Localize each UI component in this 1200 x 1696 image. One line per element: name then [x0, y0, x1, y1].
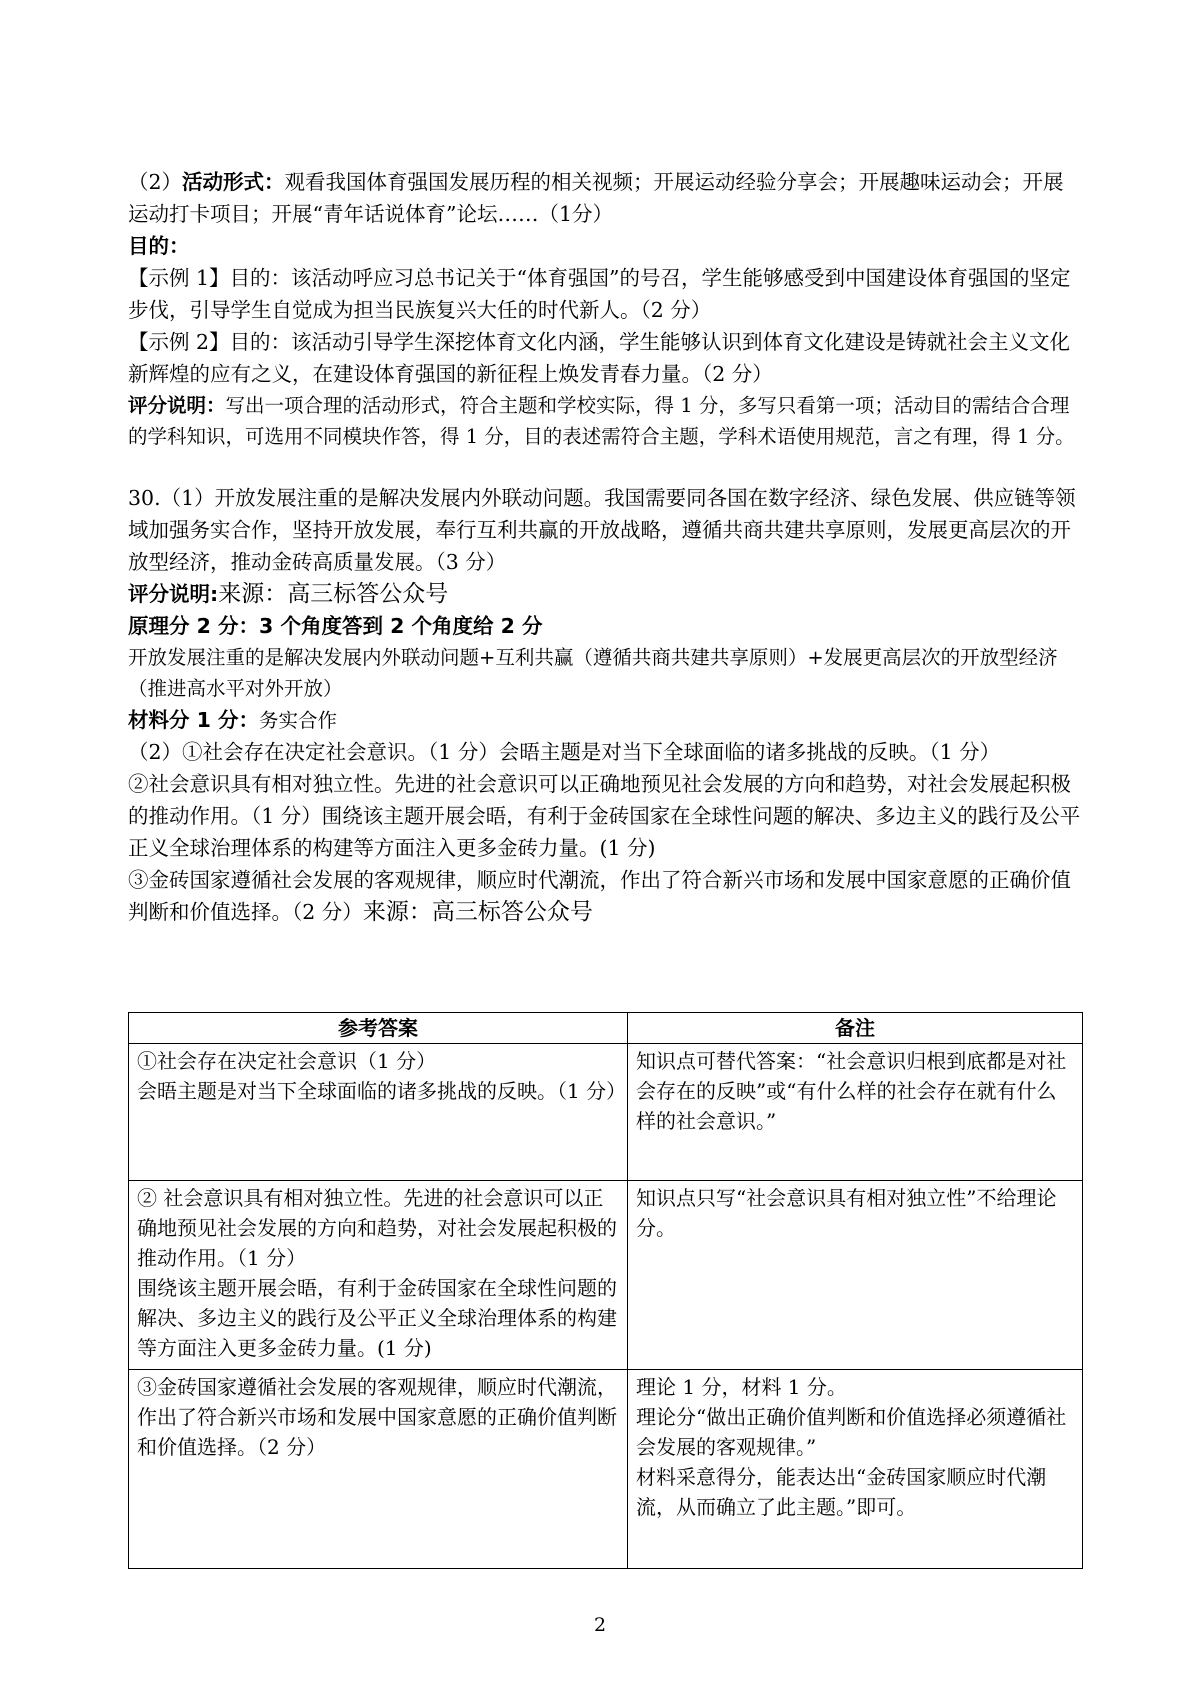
example-1-tag: 【示例 1】	[128, 266, 230, 290]
page-number: 2	[593, 1614, 607, 1636]
q29-part2-number: （2）	[128, 170, 183, 194]
row-3-answer: ③金砖国家遵循社会发展的客观规律，顺应时代潮流，作出了符合新兴市场和发展中国家意愿的正确价值判断和价值选择。（2 分）	[137, 1375, 617, 1459]
purpose-label: 目的：	[128, 234, 190, 258]
material-score-label: 材料分 1 分：	[128, 708, 260, 732]
q30-scoring-line	[128, 578, 1083, 610]
q29-part2-activity	[128, 166, 1083, 230]
document-body	[128, 166, 1083, 928]
material-score-text: 务实合作	[259, 709, 338, 732]
q30-part1: 30.（1）开放发展注重的是解决发展内外联动问题。我国需要同各国在数字经济、绿色发展、供应链等领域加强务实合作，坚持开放发展，奉行互利共赢的开放战略，遵循共商共建共享原则，发展更高层次的开放型经济，推动金砖高质量发展。（3 分）	[128, 486, 1076, 574]
table-cell-note	[628, 1370, 1083, 1569]
q30-part2-c-text: ③金砖国家遵循社会发展的客观规律，顺应时代潮流，作出了符合新兴市场和发展中国家意愿的正确价值判断和价值选择。（2 分）	[128, 868, 1071, 924]
principle-score-label: 原理分 2 分：3 个角度答到 2 个角度给 2 分	[128, 614, 543, 638]
q30-scoring-label: 评分说明:	[128, 582, 219, 606]
row-3-note: 理论 1 分，材料 1 分。 理论分“做出正确价值判断和价值选择必须遵循社会发展的客观规律。” 材料采意得分，能表达出“金砖国家顺应时代潮流，从而确立了此主题。”即可。	[636, 1375, 1067, 1519]
table-cell-answer	[129, 1044, 628, 1181]
q29-scoring-label: 评分说明：	[128, 394, 226, 417]
principle-score-text: 开放发展注重的是解决发展内外联动问题+互利共赢（遵循共商共建共享原则）+发展更高层次的开放型经济（推进高水平对外开放）	[128, 646, 1058, 700]
material-score-line	[128, 704, 1083, 736]
table-row	[129, 1370, 1083, 1569]
example-2-text: 目的：该活动引导学生深挖体育文化内涵，学生能够认识到体育文化建设是铸就社会主义文化新辉煌的应有之义，在建设体育强国的新征程上焕发青春力量。（2 分）	[128, 330, 1071, 386]
row-2-answer: ② 社会意识具有相对独立性。先进的社会意识可以正确地预见社会发展的方向和趋势，对社会发展起积极的推动作用。（1 分） 围绕该主题开展会晤，有利于金砖国家在全球性问题的解决、多边主义的践行及公平正义全球治理体系的构建等方面注入更多金砖力量。(1 分)	[137, 1186, 617, 1360]
header-reference-answer: 参考答案	[129, 1013, 628, 1044]
answer-table	[128, 1012, 1083, 1569]
q29-scoring-text: 写出一项合理的活动形式，符合主题和学校实际，得 1 分，多写只看第一项；活动目的需结合合理的学科知识，可选用不同模块作答，得 1 分，目的表述需符合主题，学科术语使用规范，言之有理，得 1 分。	[128, 394, 1075, 448]
table-row	[129, 1044, 1083, 1181]
q30-part2-b: ②社会意识具有相对独立性。先进的社会意识可以正确地预见社会发展的方向和趋势，对社会发展起积极的推动作用。（1 分）围绕该主题开展会晤，有利于金砖国家在全球性问题的解决、多边主义的践行及公平正义全球治理体系的构建等方面注入更多金砖力量。(1 分)	[128, 772, 1081, 860]
table-cell-note	[628, 1044, 1083, 1181]
activity-form-label: 活动形式：	[182, 170, 285, 194]
q29-scoring-note	[128, 390, 1083, 452]
example-1-text: 目的：该活动呼应习总书记关于“体育强国”的号召，学生能够感受到中国建设体育强国的坚定步伐，引导学生自觉成为担当民族复兴大任的时代新人。（2 分）	[128, 266, 1071, 322]
header-note: 备注	[628, 1013, 1083, 1044]
table-cell-note	[628, 1181, 1083, 1370]
activity-form-text: 观看我国体育强国发展历程的相关视频；开展运动经验分享会；开展趣味运动会；开展运动打卡项目；开展“青年话说体育”论坛……（1分）	[128, 170, 1064, 226]
table-row	[129, 1181, 1083, 1370]
row-1-answer: ①社会存在决定社会意识（1 分） 会晤主题是对当下全球面临的诸多挑战的反映。（1 分）	[137, 1049, 627, 1103]
example-1	[128, 262, 1083, 326]
q30-part2-c	[128, 864, 1083, 928]
q30-part2-a: （2）①社会存在决定社会意识。（1 分）会晤主题是对当下全球面临的诸多挑战的反映。（1 分）	[128, 740, 1001, 764]
example-2	[128, 326, 1083, 390]
answer-table-header	[129, 1013, 1083, 1044]
section-gap	[128, 452, 1083, 482]
table-cell-answer	[129, 1181, 628, 1370]
row-1-note: 知识点可替代答案：“社会意识归根到底都是对社会存在的反映”或“有什么样的社会存在就有什么样的社会意识。”	[636, 1049, 1067, 1133]
example-2-tag: 【示例 2】	[128, 330, 230, 354]
table-cell-answer	[129, 1370, 628, 1569]
row-2-note: 知识点只写“社会意识具有相对独立性”不给理论分。	[636, 1186, 1057, 1240]
q30-part2-c-source: 来源：高三标答公众号	[362, 899, 593, 925]
q30-source-text: 来源：高三标答公众号	[218, 581, 449, 607]
